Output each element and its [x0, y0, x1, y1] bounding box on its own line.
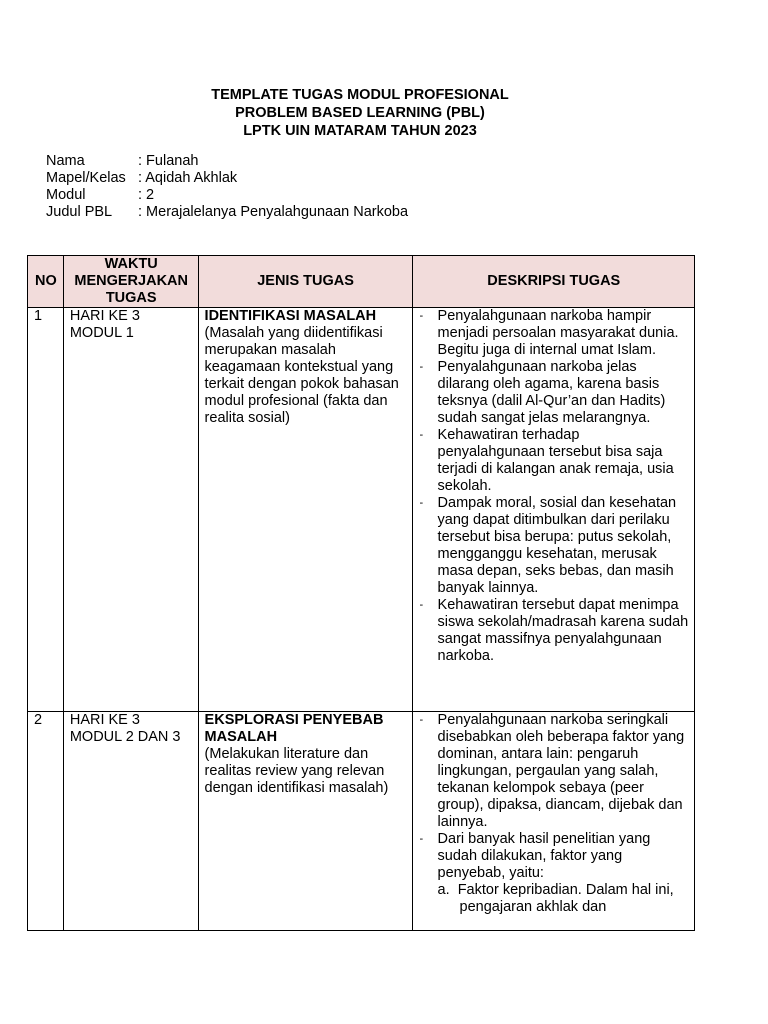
jenis-title: IDENTIFIKASI MASALAH [204, 308, 377, 324]
cell-no: 2 [28, 712, 64, 931]
meta-row-mapel [46, 170, 408, 187]
waktu-hari: HARI KE 3 [69, 308, 140, 324]
jenis-title: EKSPLORASI PENYEBAB MASALAH [204, 712, 384, 745]
table-row [28, 712, 695, 931]
meta-label: Nama [46, 153, 85, 169]
meta-label: Mapel/Kelas [46, 170, 126, 186]
cell-no: 1 [28, 308, 64, 712]
waktu-modul: MODUL 2 DAN 3 [69, 729, 181, 745]
cell-waktu [63, 308, 198, 712]
meta-value: : Aqidah Akhlak [138, 170, 238, 186]
bullet-text: Penyalahgunaan narkoba jelas dilarang oleh agama, karena basis teksnya (dalil Al-Qur’an dan Hadits) sudah sangat jelas melarangnya. [437, 359, 666, 426]
bullet-text: Kehawatiran tersebut dapat menimpa siswa sekolah/madrasah karena sudah sangat massifnya penyalahgunaan narkoba. [437, 597, 689, 664]
header-no: NO [28, 256, 64, 308]
bullet-text: Dari banyak hasil penelitian yang sudah dilakukan, faktor yang penyebab, yaitu: [437, 831, 651, 881]
meta-label: Modul [46, 187, 86, 203]
title-line-2: PROBLEM BASED LEARNING (PBL) [235, 105, 485, 121]
sub-item-label: a. [437, 882, 450, 898]
dash-bullet: - [419, 361, 424, 373]
cell-deskripsi [412, 712, 694, 931]
dash-bullet: - [419, 497, 424, 509]
list-item [419, 712, 689, 831]
cell-deskripsi [412, 308, 694, 712]
jenis-description: (Melakukan literature dan realitas review yang relevan dengan identifikasi masalah) [204, 746, 389, 796]
waktu-modul: MODUL 1 [69, 325, 134, 341]
title-line-1: TEMPLATE TUGAS MODUL PROFESIONAL [211, 87, 509, 103]
list-item [419, 597, 689, 665]
task-table [27, 255, 695, 931]
dash-bullet: - [419, 310, 424, 322]
dash-bullet: - [419, 714, 424, 726]
bullet-text: Penyalahgunaan narkoba seringkali disebabkan oleh beberapa faktor yang dominan, antara lain: pengaruh lingkungan, pergaulan yang salah, tekanan kelompok sebaya (peer group), dipaksa, diancam, dijebak dan lainnya. [437, 712, 685, 830]
meta-row-modul [46, 187, 408, 204]
sub-list-item [419, 882, 689, 916]
bullet-text: Kehawatiran terhadap penyalahgunaan tersebut bisa saja terjadi di kalangan anak remaja, usia sekolah. [437, 427, 674, 494]
dash-bullet: - [419, 599, 424, 611]
meta-value: : Fulanah [138, 153, 199, 169]
jenis-description: (Masalah yang diidentifikasi merupakan masalah keagamaan kontekstual yang terkait dengan pokok bahasan modul profesional (fakta dan realita sosial) [204, 325, 399, 426]
description-list [419, 712, 689, 882]
meta-value: : 2 [138, 187, 155, 203]
list-item [419, 831, 689, 882]
waktu-hari: HARI KE 3 [69, 712, 140, 728]
list-item [419, 495, 689, 597]
meta-label: Judul PBL [46, 204, 113, 220]
list-item [419, 308, 689, 359]
header-deskripsi: DESKRIPSI TUGAS [412, 256, 694, 308]
dash-bullet: - [419, 429, 424, 441]
bullet-text: Dampak moral, sosial dan kesehatan yang dapat ditimbulkan dari perilaku tersebut bisa berupa: putus sekolah, mengganggu kesehatan, merusak masa depan, seks bebas, dan masih banyak lainnya. [437, 495, 677, 596]
description-list [419, 308, 689, 665]
bullet-text: Penyalahgunaan narkoba hampir menjadi persoalan masyarakat dunia. Begitu juga di internal umat Islam. [437, 308, 679, 358]
meta-value: : Merajalelanya Penyalahgunaan Narkoba [138, 204, 409, 220]
meta-row-nama [46, 153, 408, 170]
table-header-row [28, 256, 695, 308]
list-item [419, 359, 689, 427]
dash-bullet: - [419, 833, 424, 845]
meta-row-judul [46, 204, 408, 221]
document-title [0, 86, 720, 140]
cell-jenis [198, 712, 412, 931]
title-line-3: LPTK UIN MATARAM TAHUN 2023 [243, 123, 477, 139]
identity-block [46, 153, 408, 221]
list-item [419, 427, 689, 495]
cell-jenis [198, 308, 412, 712]
sub-item-text: Faktor kepribadian. Dalam hal ini, pengajaran akhlak dan [457, 882, 674, 915]
cell-waktu [63, 712, 198, 931]
header-jenis: JENIS TUGAS [198, 256, 412, 308]
table-row [28, 308, 695, 712]
header-waktu: WAKTU MENGERJAKAN TUGAS [63, 256, 198, 308]
